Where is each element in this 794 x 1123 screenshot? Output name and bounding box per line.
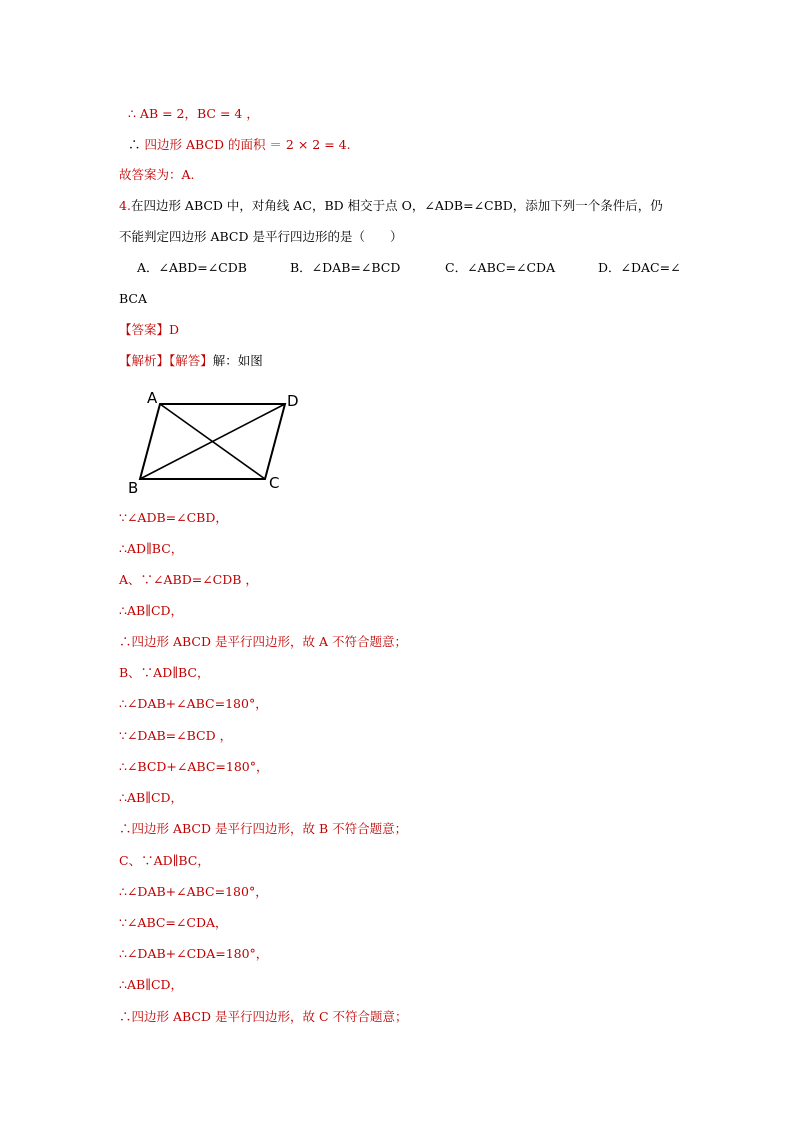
analysis-text: 解：如图 — [212, 353, 263, 368]
prev-line-2 — [128, 136, 351, 154]
answer-value: D — [169, 322, 180, 337]
solution-step: B、∵AD∥BC， — [119, 665, 210, 680]
option-d: D．∠DAC=∠ — [598, 260, 681, 275]
solution-step: A、∵∠ABD=∠CDB ， — [119, 572, 258, 587]
vertex-label-c: C — [269, 474, 280, 492]
solution-step: ∵∠DAB=∠BCD ， — [119, 728, 233, 743]
area-statement: 四边形 ABCD 的面积 ＝ 2 × 2 = 4. — [144, 137, 351, 152]
analysis-label: 【解析】【解答】 — [119, 353, 213, 368]
solution-step: ∴AD∥BC， — [119, 541, 184, 556]
solution-step: ∴∠BCD+∠ABC=180°， — [119, 759, 269, 774]
solution-step: C、∵AD∥BC， — [119, 853, 210, 868]
option-a: A．∠ABD=∠CDB — [137, 260, 247, 275]
option-b: B．∠DAB=∠BCD — [290, 260, 401, 275]
option-d-wrap: BCA — [119, 291, 148, 306]
vertex-label-d: D — [287, 392, 299, 410]
solution-step: ∴∠DAB+∠ABC=180°， — [119, 696, 268, 711]
solution-step: ∴∠DAB+∠CDA=180°， — [119, 946, 269, 961]
vertex-label-b: B — [128, 479, 139, 497]
vertex-label-a: A — [147, 389, 158, 407]
answer-line — [119, 321, 179, 339]
question-stem-line-2: 不能判定四边形 ABCD 是平行四边形的是（ ） — [119, 229, 403, 244]
solution-step: ∴AB∥CD， — [119, 790, 184, 805]
prev-line-1: ∴ AB = 2，BC = 4 ， — [128, 106, 259, 121]
question-stem-line-1 — [119, 197, 663, 215]
solution-step: ∵∠ABC=∠CDA， — [119, 915, 228, 930]
parallelogram-figure — [120, 385, 320, 500]
prev-answer: 故答案为：A. — [119, 167, 195, 182]
answer-label: 【答案】 — [119, 322, 170, 337]
question-stem-text: 在四边形 ABCD 中，对角线 AC，BD 相交于点 O，∠ADB=∠CBD，添加下列一个条件后，仍 — [130, 198, 663, 213]
therefore-symbol: ∴ — [128, 137, 145, 152]
solution-step: ∴四边形 ABCD 是平行四边形，故 B 不符合题意； — [119, 821, 408, 836]
solution-step: ∵∠ADB=∠CBD， — [119, 510, 228, 525]
question-number: 4. — [119, 198, 131, 213]
solution-step: ∴四边形 ABCD 是平行四边形，故 A 不符合题意； — [119, 634, 407, 649]
solution-step: ∴AB∥CD， — [119, 603, 184, 618]
solution-step: ∴四边形 ABCD 是平行四边形，故 C 不符合题意； — [119, 1009, 408, 1024]
diagonal-bd — [140, 404, 285, 479]
solution-step: ∴AB∥CD， — [119, 977, 184, 992]
analysis-line — [119, 352, 263, 370]
option-c: C．∠ABC=∠CDA — [445, 260, 556, 275]
solution-step: ∴∠DAB+∠ABC=180°， — [119, 884, 268, 899]
